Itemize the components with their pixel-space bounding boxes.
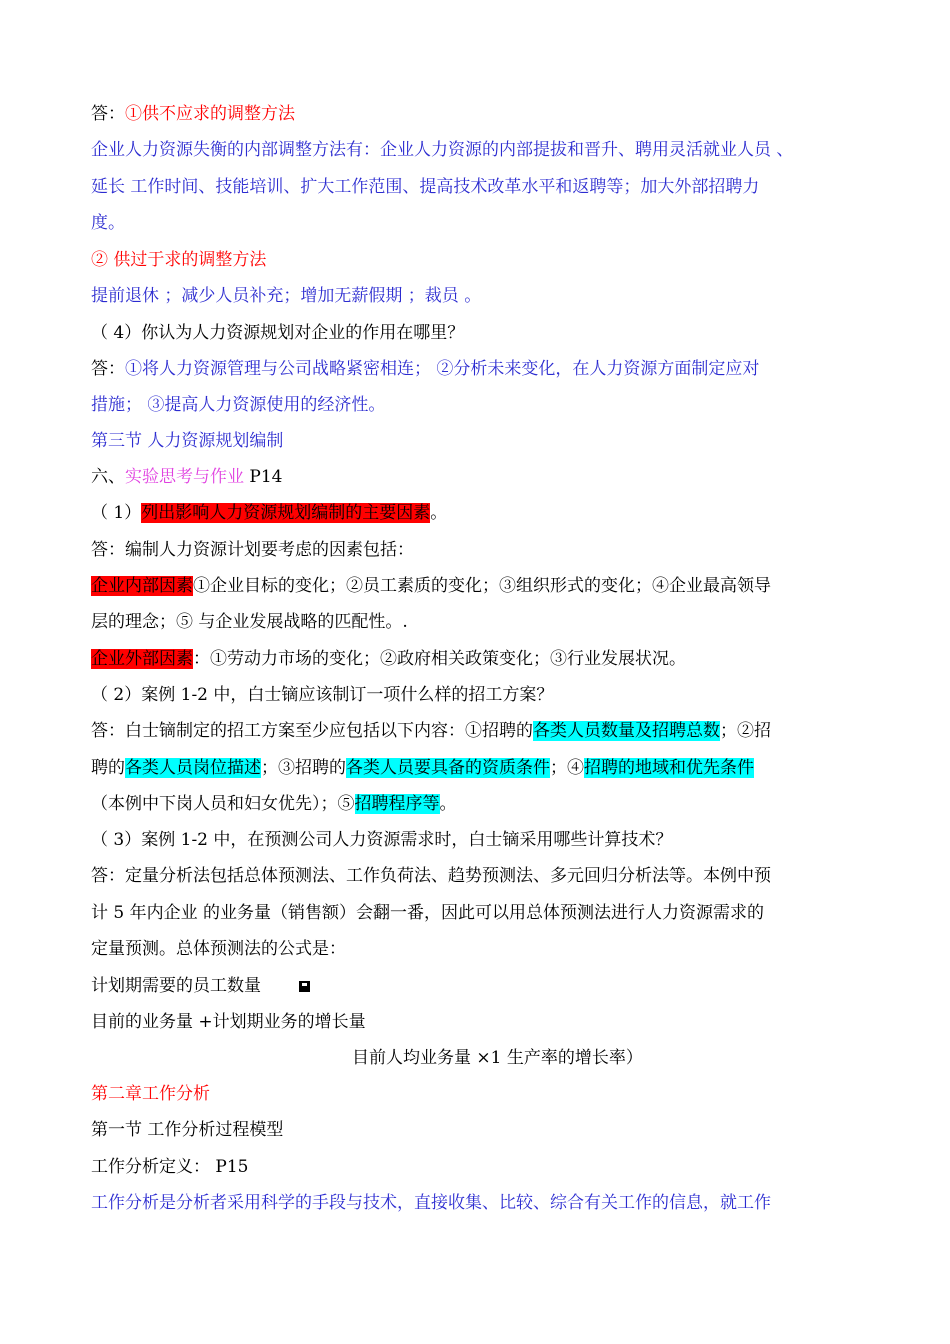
- text-line: 层的理念；⑤ 与企业发展战略的匹配性。.: [91, 612, 408, 632]
- highlight-cyan: 招聘程序等: [354, 794, 440, 814]
- highlight-red: 列出影响人力资源规划编制的主要因素: [141, 503, 431, 523]
- text-line: 企业人力资源失衡的内部调整方法有：企业人力资源的内部提拔和晋升、聘用灵活就业人员 、: [91, 140, 794, 160]
- heading-shortage: ①供不应求的调整方法: [125, 104, 295, 124]
- highlight-red: 企业外部因素: [91, 649, 193, 669]
- question-line: （ 3）案例 1-2 中，在预测公司人力资源需求时，白士镝采用哪些计算技术？: [91, 830, 673, 850]
- text-line: 计 5 年内企业 的业务量（销售额）会翻一番，因此可以用总体预测法进行人力资源需求的: [91, 903, 765, 923]
- highlight-cyan: 各类人员要具备的资质条件: [346, 758, 550, 778]
- formula-line: 计划期需要的员工数量: [91, 975, 310, 997]
- formula-line: 目前人均业务量 ×1 生产率的增长率）: [352, 1048, 643, 1068]
- highlight-cyan: 各类人员岗位描述: [125, 758, 261, 778]
- highlight-cyan: 招聘的地域和优先条件: [584, 758, 754, 778]
- answer-line: 答：定量分析法包括总体预测法、工作负荷法、趋势预测法、多元回归分析法等。本例中预: [91, 866, 771, 886]
- text-line: 企业内部因素①企业目标的变化；②员工素质的变化；③组织形式的变化；④企业最高领导: [91, 576, 771, 596]
- answer-line: 答：白士镝制定的招工方案至少应包括以下内容：①招聘的各类人员数量及招聘总数；②招: [91, 721, 771, 741]
- text-line: 企业外部因素：①劳动力市场的变化；②政府相关政策变化；③行业发展状况。: [91, 649, 686, 669]
- text-line: 聘的各类人员岗位描述；③招聘的各类人员要具备的资质条件；④招聘的地域和优先条件: [91, 758, 754, 778]
- question-line: （ 2）案例 1-2 中，白士镝应该制订一项什么样的招工方案？: [91, 685, 554, 705]
- question-line: （ 4）你认为人力资源规划对企业的作用在哪里？: [91, 323, 465, 343]
- text-line: 定量预测。总体预测法的公式是：: [91, 939, 346, 959]
- heading-surplus: ② 供过于求的调整方法: [91, 250, 267, 270]
- section-heading: 第三节 人力资源规划编制: [91, 431, 284, 451]
- text-line: 提前退休 ；减少人员补充；增加无薪假期 ；裁员 。: [91, 286, 482, 306]
- question-line: （ 1）列出影响人力资源规划编制的主要因素。: [91, 503, 448, 523]
- text-line: 措施； ③提高人力资源使用的经济性。: [91, 395, 386, 415]
- section-heading: 第一节 工作分析过程模型: [91, 1120, 284, 1140]
- text-line: 工作分析是分析者采用科学的手段与技术，直接收集、比较、综合有关工作的信息，就工作: [91, 1193, 771, 1213]
- floppy-disk-icon: [299, 981, 310, 992]
- formula-line: 目前的业务量 +计划期业务的增长量: [91, 1012, 366, 1032]
- chapter-heading: 第二章工作分析: [91, 1084, 210, 1104]
- highlight-cyan: 各类人员数量及招聘总数: [533, 721, 720, 741]
- text-line: 工作分析定义： P15: [91, 1157, 249, 1177]
- text-line: 度。: [91, 213, 125, 233]
- text-line: 延长 工作时间、技能培训、扩大工作范围、提高技术改革水平和返聘等；加大外部招聘力: [91, 177, 760, 197]
- text-line: （本例中下岗人员和妇女优先）；⑤招聘程序等。: [91, 794, 457, 814]
- answer-line: 答：编制人力资源计划要考虑的因素包括：: [91, 540, 414, 560]
- answer-line: 答：①将人力资源管理与公司战略紧密相连； ②分析未来变化，在人力资源方面制定应对: [91, 359, 760, 379]
- exercise-heading: 六、实验思考与作业 P14: [91, 467, 283, 487]
- highlight-red: 企业内部因素: [91, 576, 193, 596]
- answer-line: 答：①供不应求的调整方法: [91, 104, 295, 124]
